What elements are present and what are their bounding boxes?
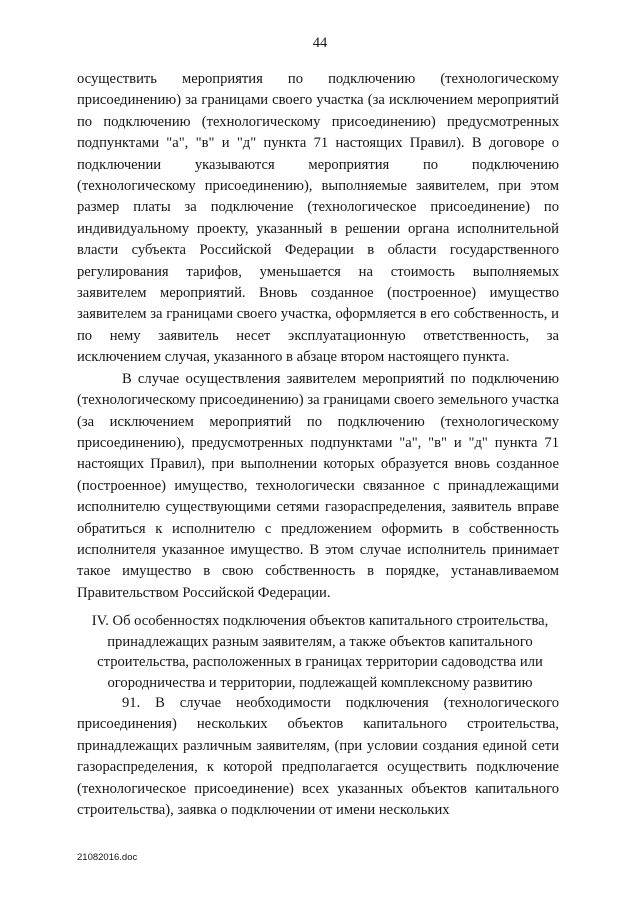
footer-filename: 21082016.doc <box>77 852 138 863</box>
text-block-bottom <box>77 693 559 821</box>
paragraph-second: В случае осуществления заявителем мероприятий по подключению (технологическому присоединению) за границами своего земельного участка (за исключением мероприятий по подключению (технологическому присоединению), предусмотренных подпунктами "а", "в" и "д" пункта 71 настоящих Правил), при выполнении которых образуется вновь созданное (построенное) имущество, технологически связанное с принадлежащими исполнителю существующими сетями газораспределения, заявитель вправе обратиться к исполнителю с предложением оформить в собственность исполнителя указанное имущество. В этом случае исполнитель принимает такое имущество в свою собственность в порядке, устанавливаемом Правительством Российской Федерации. <box>77 370 559 601</box>
text-block-top <box>77 69 559 604</box>
paragraph-continuation: осуществить мероприятия по подключению (технологическому присоединению) за границами своего участка (за исключением мероприятий по подключению (технологическому присоединению) предусмотренных подпунктами "а", "в" и "д" пункта 71 настоящих Правил). В договоре о подключении указываются мероприятия по подключению (технологическому присоединению), выполняемые заявителем, при этом размер платы за подключение (технологическое присоединение) по индивидуальному проекту, указанный в решении органа исполнительной власти субъекта Российской Федерации в области государственного регулирования тарифов, уменьшается на стоимость выполняемых заявителем мероприятий. Вновь созданное (построенное) имущество заявителем за границами своего участка, оформляется в его собственность, и по нему заявитель несет эксплуатационную ответственность, за исключением случая, указанного в абзаце втором настоящего пункта. <box>77 71 559 366</box>
page-number: 44 <box>312 35 328 51</box>
paragraph-91: 91. В случае необходимости подключения (технологического присоединения) нескольких объектов капитального строительства, принадлежащих различным заявителям, (при условии создания единой сети газораспределения, к которой предполагается осуществить подключение (технологическое присоединение) всех указанных объектов капитального строительства), заявка о подключении от имени нескольких <box>77 695 559 819</box>
section-heading: IV. Об особенностях подключения объектов капитального строительства, принадлежащих разным заявителям, а также объектов капитального строительства, расположенных в границах территории садоводства или огородничества и территории, подлежащей комплексному развитию <box>91 613 549 691</box>
